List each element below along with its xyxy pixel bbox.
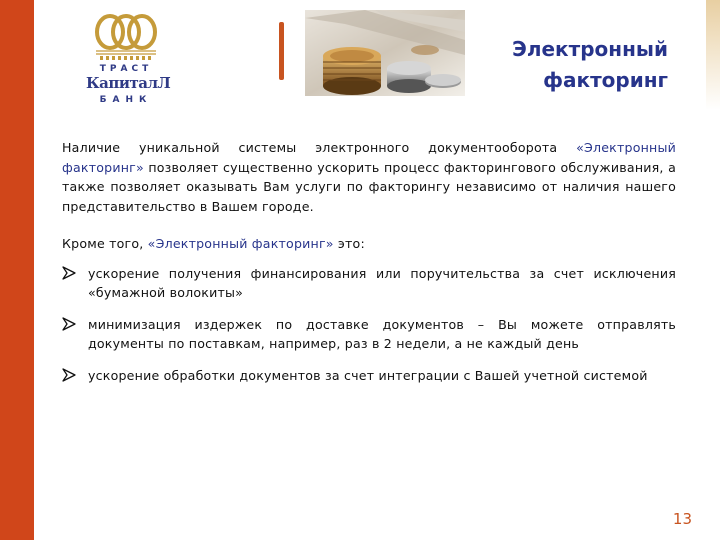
intro-text-end: позволяет существенно ускорить процесс факторингового обслуживания, а также позволяет оказывать Вам услуги по факторингу независимо от наличия нашего представительство в Вашем городе. [62, 159, 676, 214]
arrow-bullet-icon [62, 317, 76, 331]
list-item [62, 264, 676, 303]
list-item [62, 366, 676, 386]
page-number: 13 [672, 510, 692, 528]
arrow-bullet-icon [62, 266, 76, 280]
list-item-text: ускорение получения финансирования или поручительства за счет исключения «бумажной волокиты» [88, 265, 676, 300]
lead-in-paragraph [62, 234, 676, 254]
right-edge-decoration [706, 0, 720, 110]
list-item-text: минимизация издержек по доставке документов – Вы можете отправлять документы по поставкам, например, раз в 2 недели, а не каждый день [88, 316, 676, 351]
rings-emblem-icon [86, 10, 166, 64]
intro-paragraph [62, 138, 676, 216]
page-title [512, 34, 668, 96]
lead-in-text-start: Кроме того, [62, 236, 148, 251]
logo-text-trust: ТРАСТ [99, 64, 153, 74]
header-divider [279, 22, 284, 80]
bank-logo [86, 10, 171, 106]
title-line-2: факторинг [543, 68, 668, 92]
lead-in-product-name: «Электронный факторинг» [147, 236, 334, 251]
lead-in-text-end: это: [333, 236, 365, 251]
left-accent-bar [0, 0, 34, 540]
intro-text-start: Наличие уникальной системы электронного документооборота [62, 140, 577, 155]
arrow-bullet-icon [62, 368, 76, 382]
list-item [62, 315, 676, 354]
title-line-1: Электронный [512, 37, 668, 61]
intro-product-name: «Электронный факторинг» [62, 140, 676, 175]
logo-text-bank: БАНК [99, 95, 153, 105]
main-content [62, 138, 676, 397]
coins-photo [305, 10, 465, 96]
benefits-list [62, 264, 676, 386]
list-item-text: ускорение обработки документов за счет интеграции с Вашей учетной системой [88, 367, 648, 383]
logo-text-capital: КапиталЛ [86, 74, 171, 92]
